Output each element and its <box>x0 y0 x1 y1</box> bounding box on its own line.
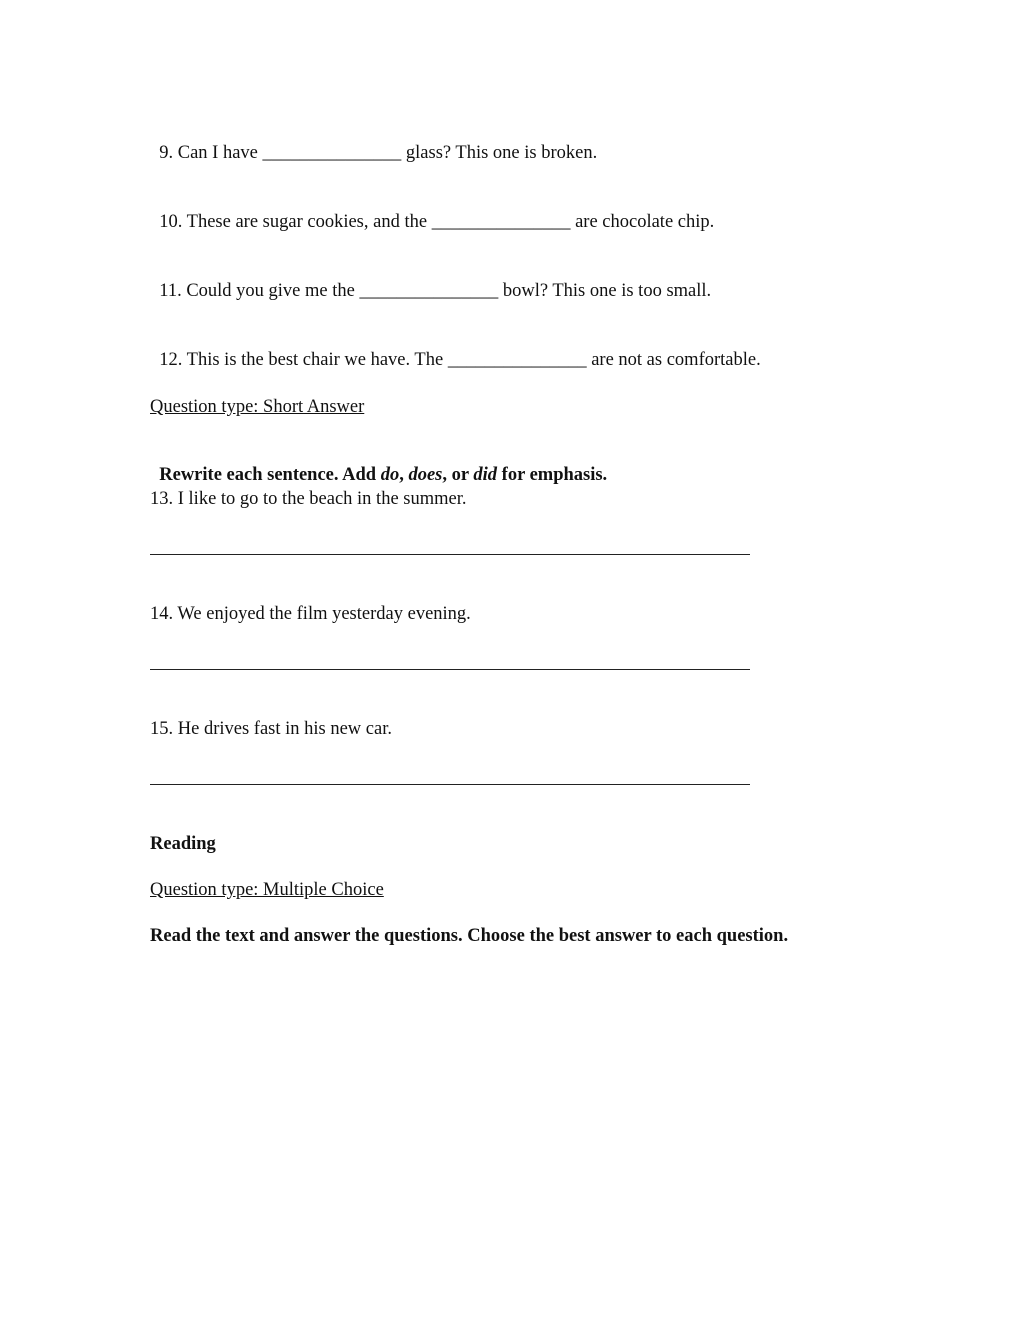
question-10-text-after: are chocolate chip. <box>570 212 715 232</box>
question-10-blank[interactable]: _______________ <box>431 212 571 232</box>
question-15-answer-line[interactable] <box>150 784 750 785</box>
instruction-word-did: did <box>473 465 498 485</box>
question-9-text-after: glass? This one is broken. <box>401 143 598 163</box>
question-11-blank[interactable]: _______________ <box>359 281 499 301</box>
instruction-sep1: , <box>399 465 409 485</box>
question-10-text-before: 10. These are sugar cookies, and the <box>159 212 432 232</box>
question-11-text-after: bowl? This one is too small. <box>498 281 712 301</box>
instruction-word-do: do <box>380 465 400 485</box>
question-14: 14. We enjoyed the film yesterday evening. <box>150 604 471 624</box>
question-12-text-after: are not as comfortable. <box>586 350 761 370</box>
reading-heading: Reading <box>150 834 216 854</box>
question-12-text-before: 12. This is the best chair we have. The <box>159 350 448 370</box>
question-14-answer-line[interactable] <box>150 669 750 670</box>
question-12 <box>150 327 761 371</box>
question-11 <box>150 258 711 302</box>
question-9-text-before: 9. Can I have <box>159 143 263 163</box>
question-13: 13. I like to go to the beach in the summer. <box>150 489 467 509</box>
reading-instruction: Read the text and answer the questions. Choose the best answer to each question. <box>150 926 789 946</box>
question-13-answer-line[interactable] <box>150 554 750 555</box>
question-11-text-before: 11. Could you give me the <box>159 281 360 301</box>
question-10 <box>150 189 714 233</box>
instruction-part2: for emphasis. <box>497 465 608 485</box>
short-answer-instruction <box>150 442 607 486</box>
instruction-sep2: , or <box>442 465 474 485</box>
reading-type-label: Question type: Multiple Choice <box>150 880 384 900</box>
question-15: 15. He drives fast in his new car. <box>150 719 392 739</box>
short-answer-type-label: Question type: Short Answer <box>150 397 365 417</box>
question-9-blank[interactable]: _______________ <box>262 143 402 163</box>
instruction-part1: Rewrite each sentence. Add <box>159 465 381 485</box>
question-9 <box>150 120 597 164</box>
question-12-blank[interactable]: _______________ <box>447 350 587 370</box>
instruction-word-does: does <box>408 465 443 485</box>
